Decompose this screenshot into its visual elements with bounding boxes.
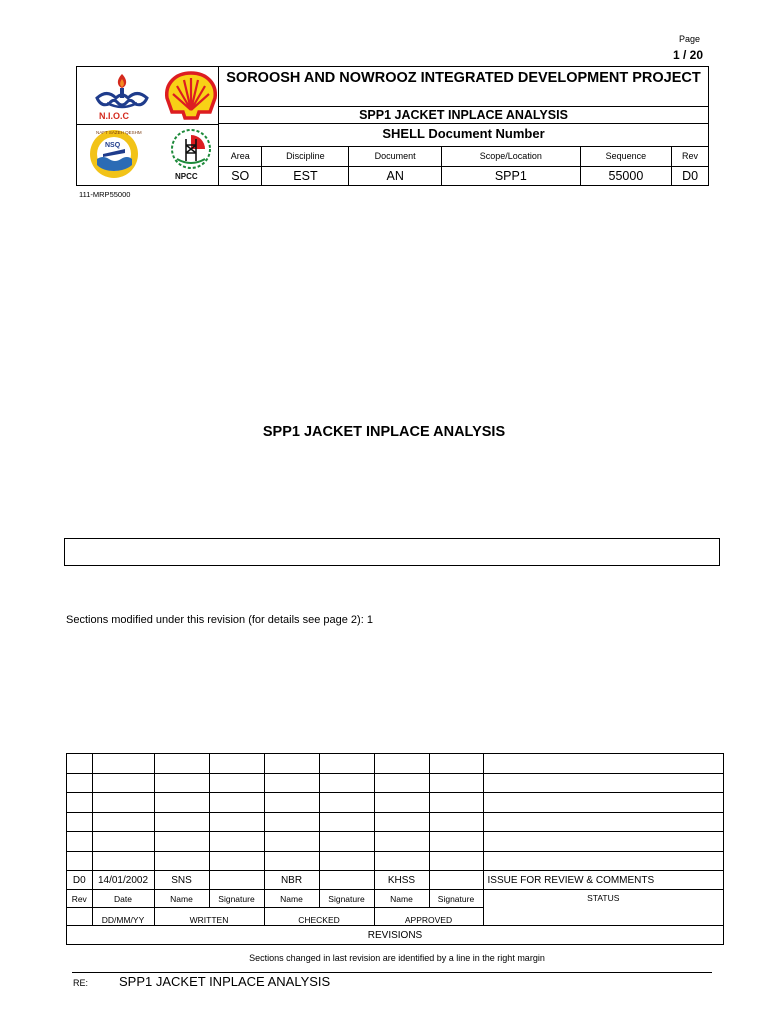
document-number-label: SHELL Document Number [219, 123, 708, 147]
code-value-area: SO [219, 167, 262, 186]
blank-box [64, 538, 720, 566]
label-approved-name: Name [374, 890, 429, 908]
rev-written-signature [209, 871, 264, 890]
svg-text:NSQ: NSQ [105, 142, 121, 149]
code-header-document: Document [349, 146, 442, 167]
logo-cell-top [77, 67, 219, 125]
table-row [67, 754, 723, 773]
document-code-table [219, 146, 708, 185]
table-row [67, 832, 723, 852]
table-row [67, 812, 723, 832]
code-value-document: AN [349, 167, 442, 186]
label-rev-blank [67, 908, 92, 926]
label-status: STATUS [483, 890, 723, 926]
footer-re-label: RE: [73, 978, 89, 988]
npcc-logo [167, 125, 215, 185]
rev-status: ISSUE FOR REVIEW & COMMENTS [483, 871, 723, 890]
svg-text:NPCC: NPCC [175, 172, 198, 181]
label-approved: APPROVED [374, 908, 483, 926]
footer-divider [72, 972, 712, 973]
revisions-table [66, 753, 724, 945]
label-written: WRITTEN [154, 908, 264, 926]
revisions-label: REVISIONS [67, 926, 723, 945]
rev-written-name: SNS [154, 871, 209, 890]
revisions-footer-row [67, 926, 723, 945]
code-value-scope: SPP1 [441, 167, 580, 186]
label-date: Date [92, 890, 154, 908]
label-date-format: DD/MM/YY [92, 908, 154, 926]
rev-approved-name: KHSS [374, 871, 429, 890]
rev-checked-signature [319, 871, 374, 890]
label-row [67, 890, 723, 908]
margin-note: Sections changed in last revision are identified by a line in the right margin [249, 953, 545, 963]
rev-approved-signature [429, 871, 483, 890]
shell-logo [163, 70, 219, 122]
page-label: Page [679, 34, 701, 44]
label-written-name: Name [154, 890, 209, 908]
document-header [76, 66, 709, 186]
label-checked-signature: Signature [319, 890, 374, 908]
code-value-discipline: EST [262, 167, 349, 186]
label-approved-signature: Signature [429, 890, 483, 908]
label-checked-name: Name [264, 890, 319, 908]
svg-text:NAFT SAZEH QESHM: NAFT SAZEH QESHM [96, 130, 142, 135]
main-title: SPP1 JACKET INPLACE ANALYSIS [262, 424, 506, 440]
label-checked: CHECKED [264, 908, 374, 926]
code-value-rev: D0 [672, 167, 708, 186]
table-row [67, 793, 723, 813]
nsq-logo [77, 125, 149, 185]
revision-row [67, 871, 723, 890]
label-rev: Rev [67, 890, 92, 908]
code-value-sequence: 55000 [580, 167, 671, 186]
code-header-rev: Rev [672, 146, 708, 167]
logo-cell-bottom [77, 125, 219, 186]
svg-text:N.I.O.C: N.I.O.C [99, 111, 130, 121]
code-header-discipline: Discipline [262, 146, 349, 167]
rev-checked-name: NBR [264, 871, 319, 890]
footer-title: SPP1 JACKET INPLACE ANALYSIS [119, 974, 331, 989]
rev-code: D0 [67, 871, 92, 890]
table-row [67, 773, 723, 793]
page-number: 1 / 20 [673, 48, 704, 62]
sections-modified-note: Sections modified under this revision (for details see page 2): 1 [66, 614, 373, 626]
code-header-scope: Scope/Location [441, 146, 580, 167]
code-header-sequence: Sequence [580, 146, 671, 167]
document-reference: 111-MRP55000 [79, 190, 131, 199]
rev-date: 14/01/2002 [92, 871, 154, 890]
code-header-area: Area [219, 146, 262, 167]
project-title: SOROOSH AND NOWROOZ INTEGRATED DEVELOPMENT PROJECT [219, 67, 708, 107]
label-written-signature: Signature [209, 890, 264, 908]
table-row [67, 851, 723, 871]
document-title: SPP1 JACKET INPLACE ANALYSIS [219, 107, 708, 124]
